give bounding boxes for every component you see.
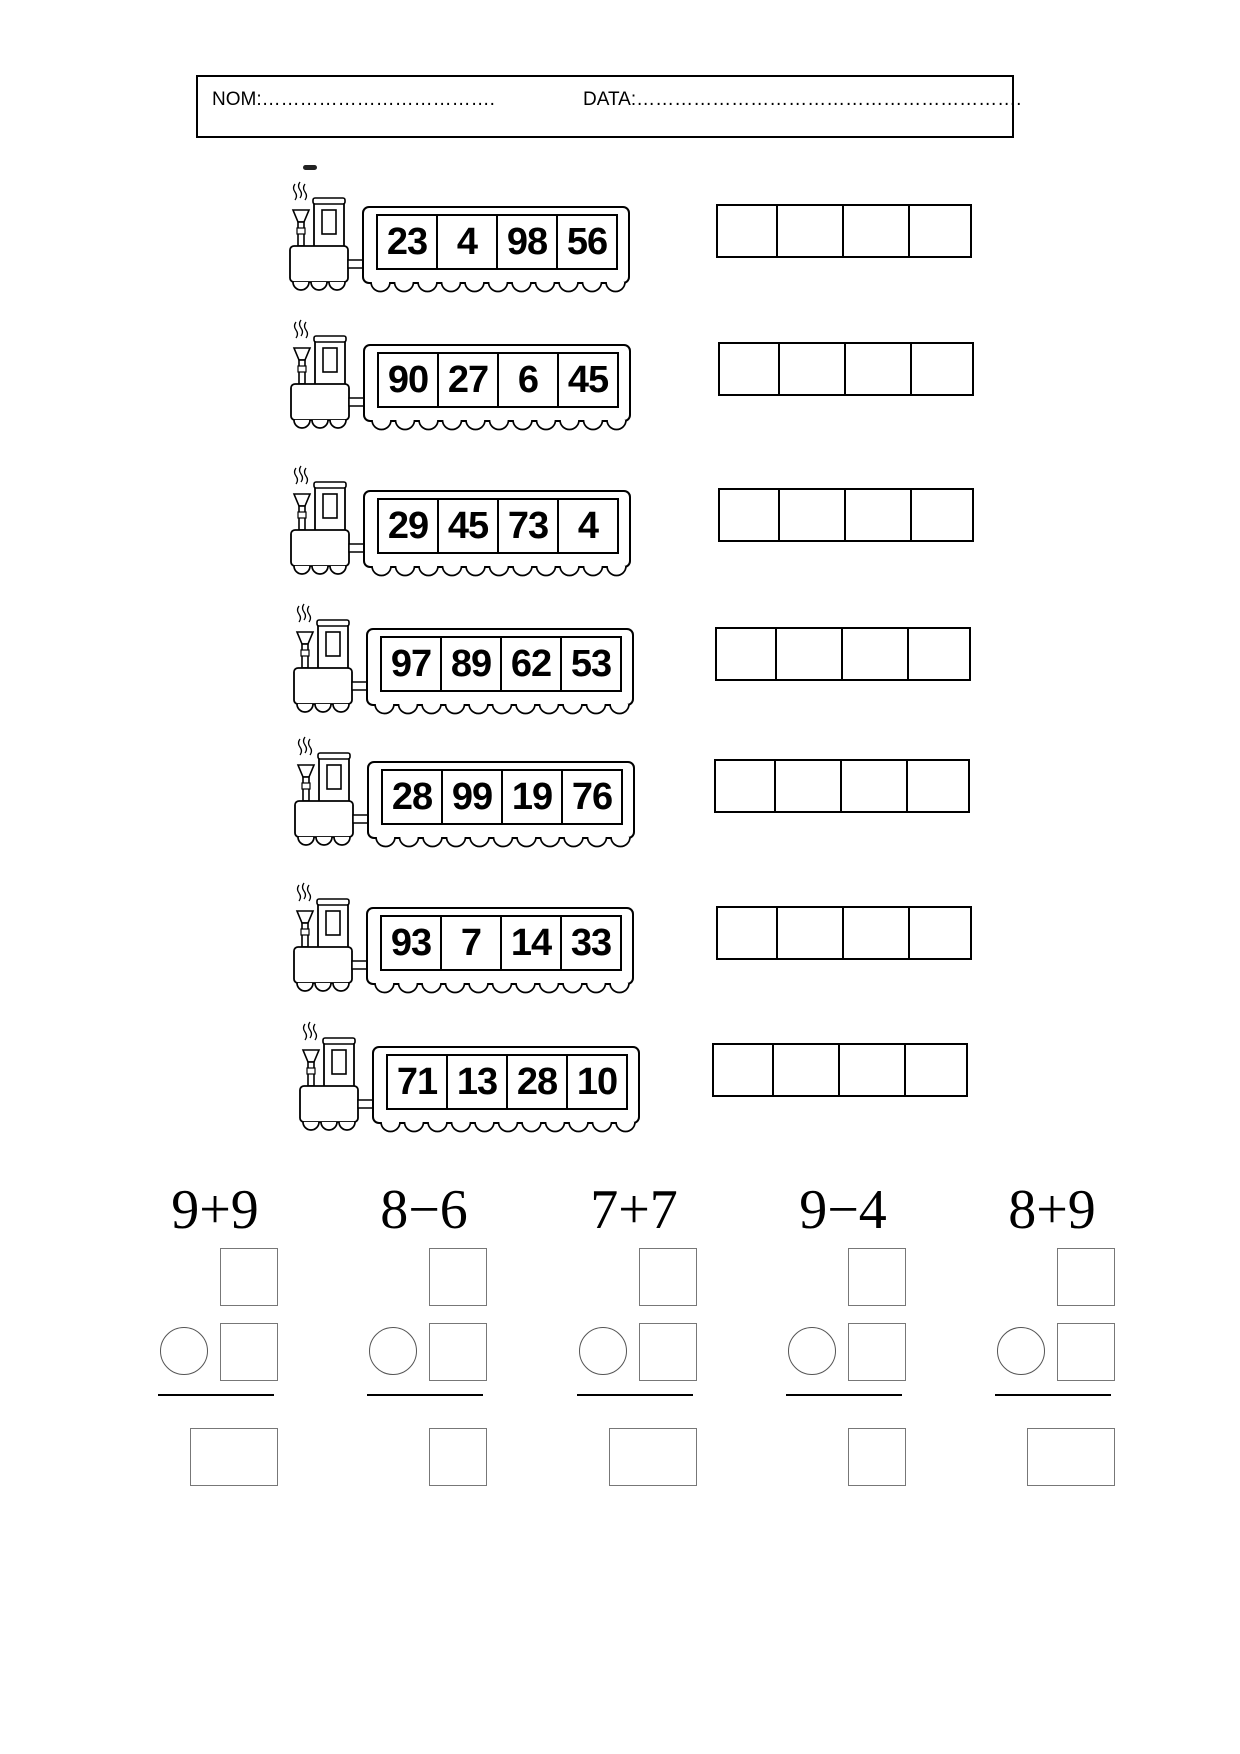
answer-box[interactable] (777, 629, 843, 679)
number-cells (380, 915, 622, 971)
stray-mark (303, 165, 317, 170)
answer-box[interactable] (774, 1045, 840, 1095)
train-number: 10 (576, 1060, 618, 1103)
top-operand-box[interactable] (429, 1248, 487, 1306)
wagon (367, 761, 635, 839)
train-number: 19 (503, 771, 563, 823)
expression: 9+9 (171, 1179, 259, 1241)
math-problem (987, 1180, 1117, 1500)
wagon (363, 344, 631, 422)
train-number: 6 (499, 354, 559, 406)
expression: 7+7 (590, 1179, 678, 1241)
result-box[interactable] (1027, 1428, 1115, 1486)
bottom-operand-box[interactable] (639, 1323, 697, 1381)
number-cells (381, 769, 623, 825)
bottom-operand-box[interactable] (220, 1323, 278, 1381)
train-number: 97 (382, 638, 442, 690)
train (292, 733, 652, 851)
train (288, 316, 648, 434)
answer-box[interactable] (846, 344, 912, 394)
name-field[interactable]: NOM:………………………………. (212, 89, 495, 110)
bottom-operand-box[interactable] (848, 1323, 906, 1381)
train-number: 27 (439, 354, 499, 406)
train-number: 99 (443, 771, 503, 823)
answer-box[interactable] (720, 490, 780, 540)
locomotive-icon (297, 1018, 377, 1136)
math-problem (569, 1180, 699, 1500)
operator-circle[interactable] (579, 1327, 627, 1375)
train-number: 73 (499, 500, 559, 552)
wagon-wheels-icon (371, 703, 633, 719)
math-problem (150, 1180, 280, 1500)
train-number: 33 (570, 921, 612, 964)
math-problem (778, 1180, 908, 1500)
train-number: 14 (502, 917, 562, 969)
train-number: 29 (379, 500, 439, 552)
train-number: 7 (442, 917, 502, 969)
answer-box[interactable] (912, 344, 972, 394)
expression: 9−4 (799, 1179, 887, 1241)
locomotive-icon (291, 879, 371, 997)
answer-box[interactable] (912, 490, 972, 540)
operator-circle[interactable] (788, 1327, 836, 1375)
sum-line (367, 1394, 483, 1396)
sum-line (577, 1394, 693, 1396)
wagon-wheels-icon (367, 281, 629, 297)
answer-box[interactable] (718, 908, 778, 958)
answer-row (718, 488, 974, 542)
top-operand-box[interactable] (639, 1248, 697, 1306)
train (297, 1018, 657, 1136)
date-field[interactable]: DATA:……………………………………………………. (583, 89, 1022, 110)
train (291, 879, 651, 997)
answer-row (716, 204, 972, 258)
number-cells (377, 352, 619, 408)
train (291, 600, 651, 718)
train-number: 45 (439, 500, 499, 552)
result-box[interactable] (190, 1428, 278, 1486)
locomotive-icon (288, 462, 368, 580)
expression: 8+9 (1008, 1179, 1096, 1241)
answer-box[interactable] (908, 761, 968, 811)
answer-box[interactable] (780, 344, 846, 394)
locomotive-icon (288, 316, 368, 434)
answer-box[interactable] (842, 761, 908, 811)
train-number: 53 (570, 642, 612, 685)
answer-box[interactable] (844, 206, 910, 256)
sum-line (158, 1394, 274, 1396)
answer-box[interactable] (776, 761, 842, 811)
name-date-box (196, 75, 1022, 138)
answer-box[interactable] (910, 206, 970, 256)
answer-box[interactable] (720, 344, 780, 394)
answer-row (714, 759, 970, 813)
answer-box[interactable] (778, 908, 844, 958)
wagon-wheels-icon (372, 836, 634, 852)
wagon (362, 206, 630, 284)
train-number: 89 (442, 638, 502, 690)
top-operand-box[interactable] (848, 1248, 906, 1306)
train-number: 56 (566, 220, 608, 263)
wagon (366, 628, 634, 706)
number-cells (386, 1054, 628, 1110)
wagon-wheels-icon (371, 982, 633, 998)
answer-box[interactable] (906, 1045, 966, 1095)
answer-box[interactable] (780, 490, 846, 540)
operator-circle[interactable] (160, 1327, 208, 1375)
wagon-wheels-icon (377, 1121, 639, 1137)
answer-box[interactable] (716, 761, 776, 811)
train-number: 76 (571, 775, 613, 818)
expression: 8−6 (380, 1179, 468, 1241)
locomotive-icon (292, 733, 372, 851)
wagon (363, 490, 631, 568)
train-number: 4 (438, 216, 498, 268)
train-number: 93 (382, 917, 442, 969)
train-number: 98 (498, 216, 558, 268)
operator-circle[interactable] (997, 1327, 1045, 1375)
wagon (372, 1046, 640, 1124)
wagon-wheels-icon (368, 565, 630, 581)
train-number: 71 (388, 1056, 448, 1108)
answer-row (715, 627, 971, 681)
number-cells (377, 498, 619, 554)
answer-row (718, 342, 974, 396)
number-cells (380, 636, 622, 692)
train-number: 90 (379, 354, 439, 406)
answer-box[interactable] (717, 629, 777, 679)
bottom-operand-box[interactable] (429, 1323, 487, 1381)
answer-box[interactable] (714, 1045, 774, 1095)
train-number: 4 (577, 504, 599, 547)
answer-box[interactable] (910, 908, 970, 958)
top-operand-box[interactable] (220, 1248, 278, 1306)
result-box[interactable] (848, 1428, 906, 1486)
answer-box[interactable] (718, 206, 778, 256)
train-number: 62 (502, 638, 562, 690)
top-operand-box[interactable] (1057, 1248, 1115, 1306)
answer-box[interactable] (840, 1045, 906, 1095)
operator-circle[interactable] (369, 1327, 417, 1375)
wagon (366, 907, 634, 985)
locomotive-icon (287, 178, 367, 296)
train (287, 178, 647, 296)
number-cells (376, 214, 618, 270)
bottom-operand-box[interactable] (1057, 1323, 1115, 1381)
wagon-wheels-icon (368, 419, 630, 435)
answer-box[interactable] (778, 206, 844, 256)
train-number: 45 (567, 358, 609, 401)
math-problem (359, 1180, 489, 1500)
answer-row (716, 906, 972, 960)
train-number: 28 (383, 771, 443, 823)
answer-row (712, 1043, 968, 1097)
result-box[interactable] (609, 1428, 697, 1486)
locomotive-icon (291, 600, 371, 718)
result-box[interactable] (429, 1428, 487, 1486)
train-number: 13 (448, 1056, 508, 1108)
answer-box[interactable] (843, 629, 909, 679)
answer-box[interactable] (909, 629, 969, 679)
train-number: 28 (508, 1056, 568, 1108)
answer-box[interactable] (844, 908, 910, 958)
train (288, 462, 648, 580)
answer-box[interactable] (846, 490, 912, 540)
train-number: 23 (378, 216, 438, 268)
sum-line (786, 1394, 902, 1396)
sum-line (995, 1394, 1111, 1396)
